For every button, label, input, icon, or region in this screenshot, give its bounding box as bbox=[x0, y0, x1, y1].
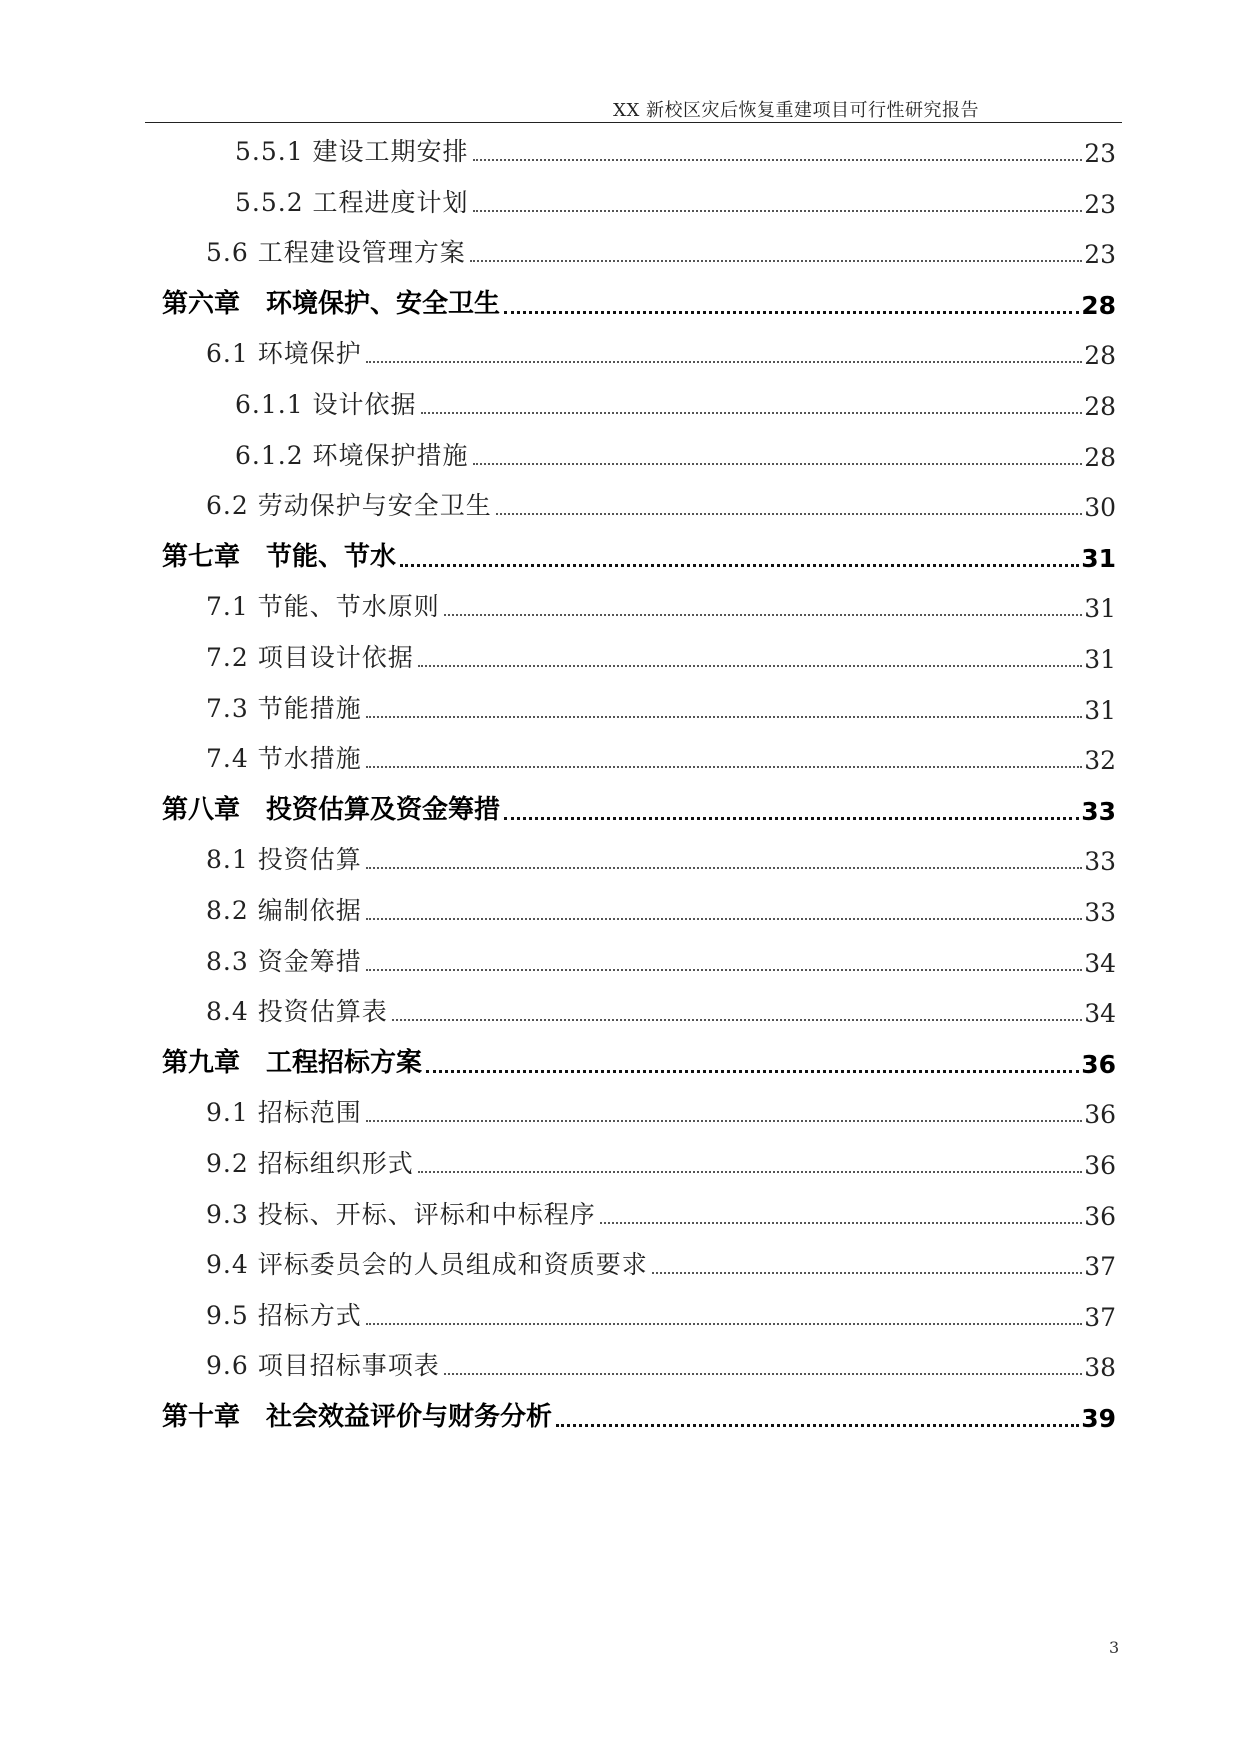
toc-section-entry[interactable] bbox=[0, 1292, 1241, 1332]
page-number: 3 bbox=[1109, 1638, 1120, 1657]
toc-entry-page-number: 36 bbox=[1084, 1151, 1116, 1180]
toc-section-entry[interactable] bbox=[0, 128, 1241, 168]
toc-entry-page-number: 37 bbox=[1084, 1302, 1116, 1332]
toc-entry-page-number: 36 bbox=[1084, 1201, 1116, 1231]
toc-entry-label: 6.1.1 设计依据 bbox=[235, 390, 417, 419]
toc-section-entry[interactable] bbox=[0, 381, 1241, 421]
toc-entry-page-number: 31 bbox=[1081, 543, 1116, 573]
toc-entry-label: 5.5.2 工程进度计划 bbox=[235, 187, 469, 217]
toc-dot-leader bbox=[418, 1171, 1082, 1173]
toc-entry-page-number: 33 bbox=[1084, 847, 1116, 877]
toc-dot-leader bbox=[504, 817, 1079, 820]
toc-entry-page-number: 28 bbox=[1081, 290, 1116, 320]
toc-dot-leader bbox=[366, 969, 1082, 971]
toc-entry-label: 6.1.2 环境保护措施 bbox=[235, 440, 469, 470]
toc-section-entry[interactable] bbox=[0, 1089, 1241, 1129]
toc-entry-page-number: 31 bbox=[1084, 594, 1116, 624]
toc-dot-leader bbox=[444, 1373, 1082, 1375]
toc-entry-label: 第十章 社会效益评价与财务分析 bbox=[162, 1402, 553, 1432]
toc-entry-label: 7.3 节能措施 bbox=[206, 693, 362, 723]
toc-chapter-entry[interactable] bbox=[0, 786, 1241, 826]
toc-entry-page-number: 28 bbox=[1084, 341, 1116, 371]
toc-section-entry[interactable] bbox=[0, 988, 1241, 1028]
toc-dot-leader bbox=[400, 564, 1079, 567]
toc-dot-leader bbox=[652, 1272, 1082, 1274]
toc-entry-label: 8.1 投资估算 bbox=[206, 845, 362, 875]
document-title: XX 新校区灾后恢复重建项目可行性研究报告 bbox=[613, 100, 979, 121]
toc-entry-label: 第六章 环境保护、安全卫生 bbox=[162, 288, 501, 319]
toc-chapter-entry[interactable] bbox=[0, 280, 1241, 320]
toc-entry-page-number: 28 bbox=[1084, 442, 1116, 472]
toc-section-entry[interactable] bbox=[0, 938, 1241, 978]
toc-entry-page-number: 34 bbox=[1084, 948, 1116, 978]
toc-dot-leader bbox=[470, 260, 1082, 262]
toc-entry-label: 9.1 招标范围 bbox=[206, 1098, 362, 1128]
toc-dot-leader bbox=[496, 513, 1082, 515]
toc-section-entry[interactable] bbox=[0, 1191, 1241, 1231]
toc-entry-page-number: 31 bbox=[1084, 645, 1116, 674]
toc-entry-page-number: 33 bbox=[1081, 796, 1116, 826]
toc-dot-leader bbox=[421, 412, 1083, 414]
toc-dot-leader bbox=[504, 311, 1079, 314]
toc-entry-page-number: 34 bbox=[1084, 999, 1116, 1029]
toc-dot-leader bbox=[392, 1019, 1082, 1021]
toc-dot-leader bbox=[473, 159, 1083, 161]
toc-entry-label: 第九章 工程招标方案 bbox=[162, 1047, 423, 1078]
toc-section-entry[interactable] bbox=[0, 634, 1241, 674]
toc-chapter-entry[interactable] bbox=[0, 1039, 1241, 1079]
toc-section-entry[interactable] bbox=[0, 1241, 1241, 1281]
toc-entry-label: 9.6 项目招标事项表 bbox=[206, 1351, 440, 1381]
toc-entry-page-number: 38 bbox=[1084, 1353, 1116, 1383]
toc-section-entry[interactable] bbox=[0, 179, 1241, 219]
toc-entry-page-number: 39 bbox=[1081, 1404, 1116, 1433]
toc-entry-page-number: 32 bbox=[1084, 746, 1116, 776]
toc-dot-leader bbox=[366, 1323, 1082, 1325]
toc-entry-page-number: 30 bbox=[1084, 493, 1116, 523]
toc-entry-label: 8.4 投资估算表 bbox=[206, 997, 388, 1027]
toc-entry-label: 6.1 环境保护 bbox=[206, 339, 362, 369]
toc-dot-leader bbox=[473, 463, 1083, 465]
toc-entry-label: 9.2 招标组织形式 bbox=[206, 1149, 414, 1178]
toc-entry-page-number: 36 bbox=[1084, 1100, 1116, 1130]
toc-entry-label: 7.1 节能、节水原则 bbox=[206, 592, 440, 622]
toc-dot-leader bbox=[473, 210, 1083, 212]
toc-section-entry[interactable] bbox=[0, 432, 1241, 472]
toc-dot-leader bbox=[556, 1424, 1079, 1427]
toc-section-entry[interactable] bbox=[0, 229, 1241, 269]
toc-entry-page-number: 28 bbox=[1084, 392, 1116, 421]
toc-chapter-entry[interactable] bbox=[0, 1393, 1241, 1433]
toc-section-entry[interactable] bbox=[0, 330, 1241, 370]
toc-section-entry[interactable] bbox=[0, 583, 1241, 623]
toc-entry-label: 7.2 项目设计依据 bbox=[206, 643, 414, 672]
toc-entry-page-number: 23 bbox=[1084, 189, 1116, 219]
toc-entry-page-number: 36 bbox=[1081, 1049, 1116, 1079]
toc-section-entry[interactable] bbox=[0, 735, 1241, 775]
toc-entry-page-number: 33 bbox=[1084, 898, 1116, 927]
toc-entry-label: 9.3 投标、开标、评标和中标程序 bbox=[206, 1199, 596, 1229]
toc-section-entry[interactable] bbox=[0, 1140, 1241, 1180]
toc-section-entry[interactable] bbox=[0, 482, 1241, 522]
toc-entry-label: 9.4 评标委员会的人员组成和资质要求 bbox=[206, 1250, 648, 1280]
toc-section-entry[interactable] bbox=[0, 836, 1241, 876]
toc-entry-label: 6.2 劳动保护与安全卫生 bbox=[206, 491, 492, 521]
toc-entry-page-number: 31 bbox=[1084, 695, 1116, 725]
toc-section-entry[interactable] bbox=[0, 1342, 1241, 1382]
toc-entry-label: 第八章 投资估算及资金筹措 bbox=[162, 794, 501, 825]
toc-entry-label: 5.6 工程建设管理方案 bbox=[206, 238, 466, 268]
toc-dot-leader bbox=[366, 766, 1082, 768]
toc-dot-leader bbox=[366, 361, 1082, 363]
toc-entry-page-number: 23 bbox=[1084, 240, 1116, 270]
toc-entry-label: 8.2 编制依据 bbox=[206, 896, 362, 925]
toc-entry-label: 9.5 招标方式 bbox=[206, 1300, 362, 1330]
toc-entry-page-number: 23 bbox=[1084, 139, 1116, 168]
toc-entry-label: 5.5.1 建设工期安排 bbox=[235, 137, 469, 166]
toc-entry-page-number: 37 bbox=[1084, 1252, 1116, 1282]
toc-chapter-entry[interactable] bbox=[0, 533, 1241, 573]
toc-entry-label: 8.3 资金筹措 bbox=[206, 946, 362, 976]
toc-section-entry[interactable] bbox=[0, 887, 1241, 927]
toc-dot-leader bbox=[366, 918, 1082, 920]
toc-entry-label: 第七章 节能、节水 bbox=[162, 541, 397, 572]
header-divider bbox=[145, 122, 1122, 123]
toc-dot-leader bbox=[426, 1070, 1079, 1073]
toc-entry-label: 7.4 节水措施 bbox=[206, 744, 362, 774]
toc-dot-leader bbox=[600, 1222, 1082, 1224]
toc-dot-leader bbox=[366, 1120, 1082, 1122]
toc-dot-leader bbox=[366, 716, 1082, 718]
toc-dot-leader bbox=[366, 867, 1082, 869]
toc-section-entry[interactable] bbox=[0, 685, 1241, 725]
toc-dot-leader bbox=[418, 665, 1082, 667]
toc-dot-leader bbox=[444, 614, 1082, 616]
